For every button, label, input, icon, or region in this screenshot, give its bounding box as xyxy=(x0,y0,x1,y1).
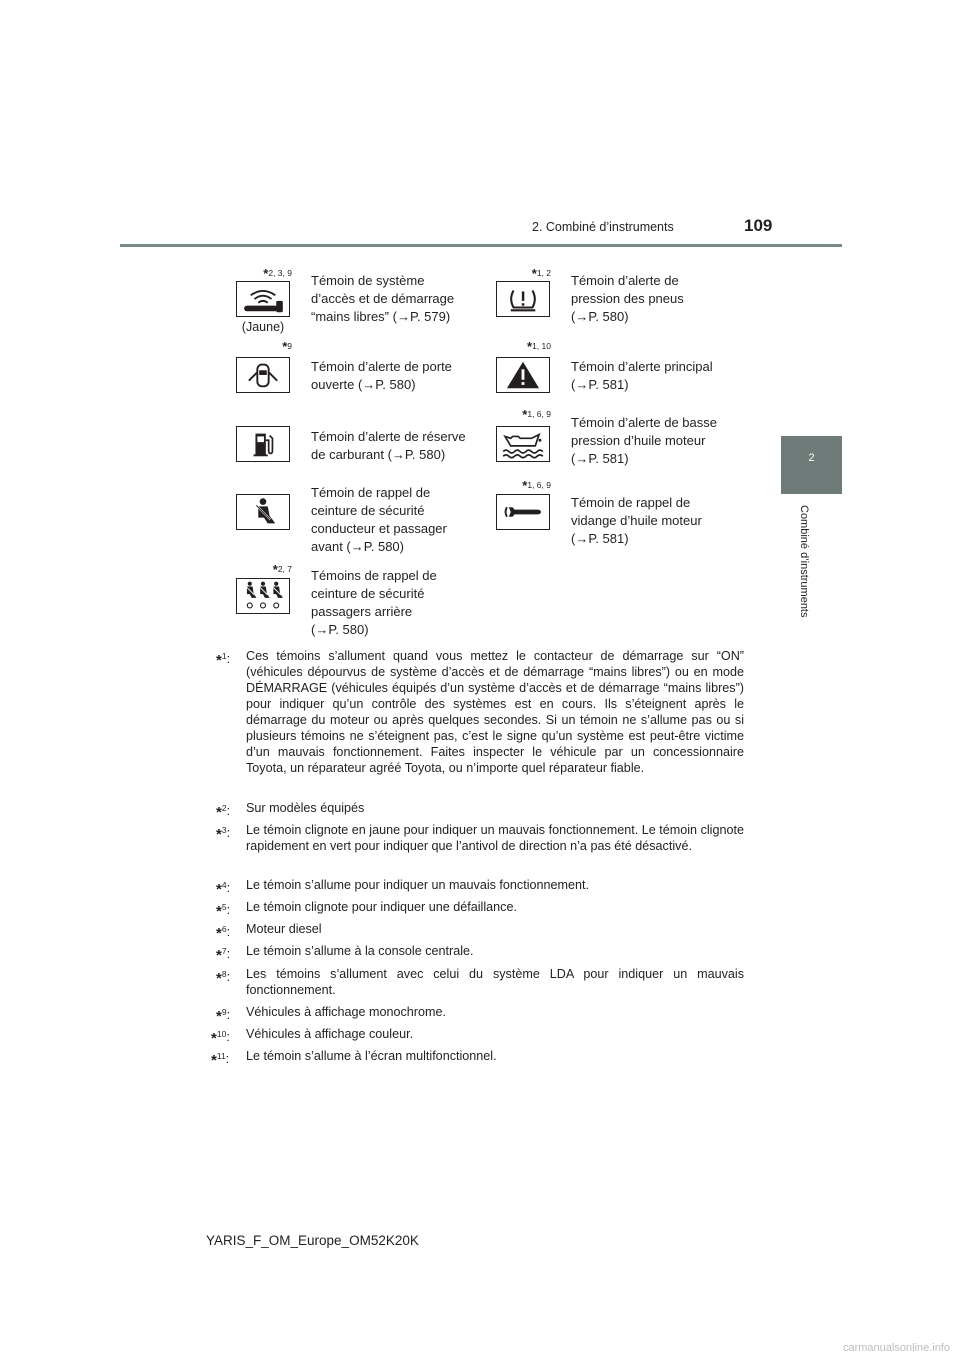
indicator-note: *2, 3, 9 xyxy=(263,266,292,281)
indicator-description: Témoin d’alerte de pression des pneus (→P. 580) xyxy=(571,273,684,324)
footnote: *$^8$: Les témoins s’allument avec celui du système LDA pour indiquer un mauvais fonctionnement. xyxy=(216,967,744,997)
tire-pressure-icon xyxy=(496,281,550,317)
footnote: *$^{11}$: Le témoin s’allume à l’écran multifonctionnel. xyxy=(211,1049,497,1069)
indicator-description: Témoin d’alerte principal (→P. 581) xyxy=(571,359,713,392)
chapter-tab-label: Combiné d’instruments xyxy=(798,505,810,618)
section-title: 2. Combiné d’instruments xyxy=(532,220,674,234)
indicator-description: Témoin d’alerte de porte ouverte (→P. 580) xyxy=(311,359,452,392)
indicator-description: Témoin de rappel de ceinture de sécurité conducteur et passager avant (→P. 580) xyxy=(311,485,447,554)
page-number: 109 xyxy=(744,216,773,235)
footnote: *$^9$: Véhicules à affichage monochrome. xyxy=(216,1005,446,1025)
footnote: *$^3$: Le témoin clignote en jaune pour indiquer un mauvais fonctionnement. Le témoin clignote rapidement en vert pour indiquer que l’antivol de direction n’a pas été désactivé. xyxy=(216,823,744,853)
header-rule xyxy=(120,244,842,247)
footnote: *$^4$: Le témoin s’allume pour indiquer un mauvais fonctionnement. xyxy=(216,878,590,898)
footnote: *$^5$: Le témoin clignote pour indiquer une défaillance. xyxy=(216,900,517,920)
indicator-note: *1, 2 xyxy=(531,266,551,281)
wrench-icon xyxy=(496,494,550,530)
document-code: YARIS_F_OM_Europe_OM52K20K xyxy=(206,1233,419,1248)
indicator-color-label: (Jaune) xyxy=(241,320,285,334)
door-open-icon xyxy=(236,357,290,393)
master-warning-icon xyxy=(496,357,550,393)
indicator-description: Témoin de système d’accès et de démarrage “mains libres” (→P. 579) xyxy=(311,273,455,324)
indicator-description: Témoin d’alerte de réserve de carburant (→P. 580) xyxy=(311,429,466,462)
indicator-description: Témoin de rappel de vidange d’huile moteur (→P. 581) xyxy=(571,495,702,546)
indicator-note: *1, 6, 9 xyxy=(522,407,551,422)
seatbelt-icon xyxy=(236,494,290,530)
indicator-description: Témoin d’alerte de basse pression d’huile moteur (→P. 581) xyxy=(571,415,717,466)
indicator-note: *1, 6, 9 xyxy=(522,478,551,493)
footnote: *$^2$: Sur modèles équipés xyxy=(216,801,365,821)
footnote: *$^7$: Le témoin s’allume à la console centrale. xyxy=(216,944,474,964)
chapter-tab-number: 2 xyxy=(808,452,815,464)
footnote: *$^{10}$: Véhicules à affichage couleur. xyxy=(211,1027,414,1047)
indicator-note: *9 xyxy=(282,339,292,354)
footnote: *$^6$: Moteur diesel xyxy=(216,922,322,942)
rear-seatbelt-icon xyxy=(236,578,290,614)
footnote: *$^1$: Ces témoins s’allument quand vous mettez le contacteur de démarrage sur “ON” (véhicules dépourvus de système d’accès et de démarrage “mains libres”) ou en mode DÉMARRAGE (véhicules équipés d’un système d’accès et de démarrage “mains libres”) pour indiquer qu’un contrôle des systèmes est en cours. Ils s’éteignent après le démarrage du moteur ou après quelques secondes. Si un témoin ne s’allume pas ou si plusieurs témoins ne s’éteignent pas, c’est le signe qu’un système est peut-être victime d’un mauvais fonctionnement. Faites inspecter le véhicule par un concessionnaire Toyota, un réparateur agréé Toyota, ou n’importe quel réparateur fiable. xyxy=(216,649,744,775)
indicator-note: *2, 7 xyxy=(272,562,292,577)
smart-entry-key-icon xyxy=(236,281,290,317)
fuel-pump-icon xyxy=(236,426,290,462)
chapter-tab xyxy=(781,436,842,494)
oil-pressure-icon xyxy=(496,426,550,462)
indicator-note: *1, 10 xyxy=(527,339,551,354)
watermark: carmanualsonline.info xyxy=(842,1342,950,1354)
indicator-description: Témoins de rappel de ceinture de sécurité passagers arrière (→P. 580) xyxy=(311,568,437,637)
